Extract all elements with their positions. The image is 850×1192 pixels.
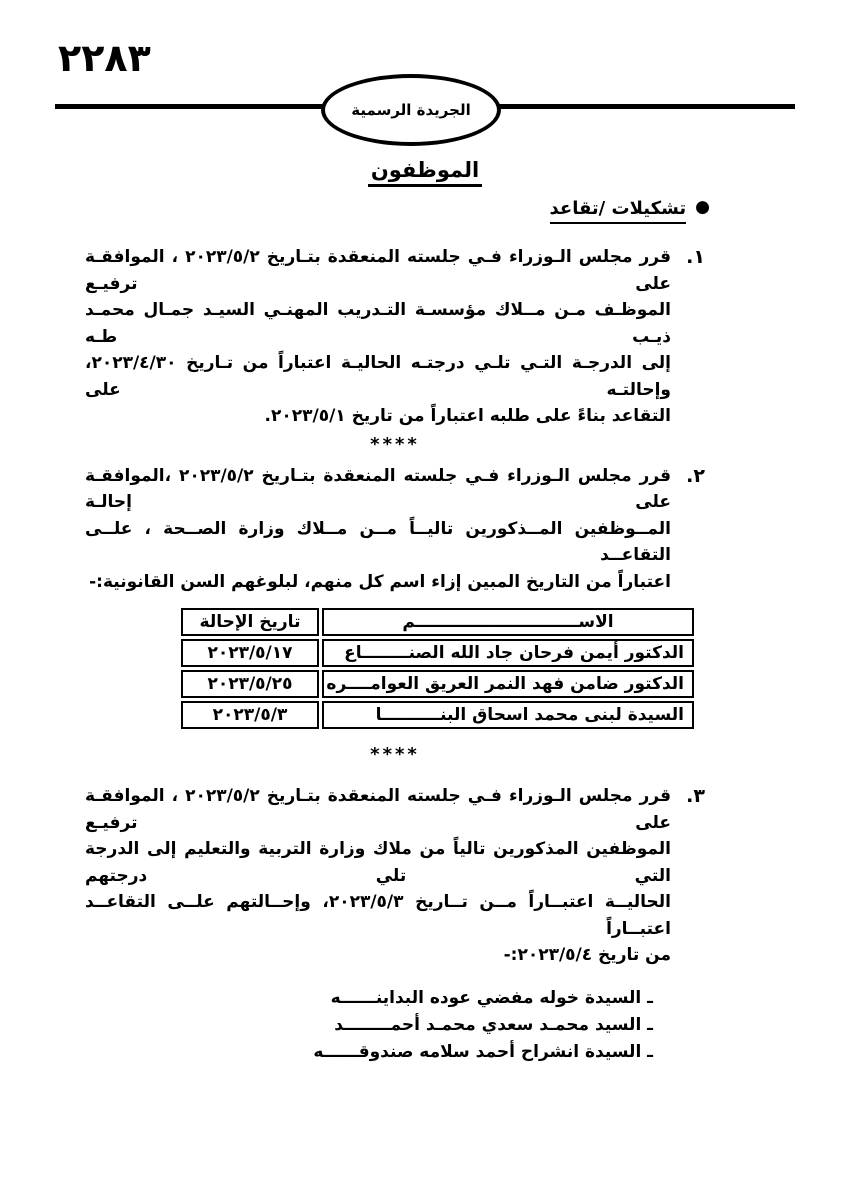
separator-stars: ****: [370, 433, 420, 455]
item-number-2: ٢.: [686, 464, 705, 487]
page-title: الموظفون: [368, 158, 482, 187]
list-item: ـ السيدة خوله مفضي عوده البداينــــــه: [330, 987, 653, 1008]
item-number-3: ٣.: [686, 785, 705, 807]
page-number: ٢٢٨٣: [58, 36, 151, 80]
paragraph-line: التقاعد بناءً على طلبه اعتباراً من تاريخ ٢٠٢٣/٥/١.: [264, 406, 671, 426]
table-cell-date: ٢٠٢٣/٥/٣: [181, 701, 319, 729]
table-cell-date: ٢٠٢٣/٥/١٧: [181, 639, 319, 667]
paragraph-line: قرر مجلس الـوزراء فـي جلسته المنعقدة بتـاريخ ٢٠٢٣/٥/٢ ،الموافقـة على إحالـة: [85, 465, 671, 512]
table-row: [181, 670, 694, 698]
paragraph-line: اعتباراً من التاريخ المبين إزاء اسم كل منهم، لبلوغهم السن القانونية:-: [89, 571, 671, 592]
table-header-date: تاريخ الإحالة: [181, 608, 319, 636]
list-item: ـ السيد محمـد سعدي محمـد أحمــــــــد: [334, 1014, 653, 1035]
table-cell-name: الدكتور ضامن فهد النمر العريق العوامــــره: [322, 670, 694, 698]
paragraph-line: المــوظفين المــذكورين تاليــاً مــن مــلاك وزارة الصــحة ، علــى التقاعــد: [85, 518, 671, 565]
list-item: ـ السيدة انشراح أحمد سلامه صندوقــــــه: [313, 1041, 653, 1062]
paragraph-line: الموظفين المذكورين تالياً من ملاك وزارة التربية والتعليم إلى الدرجة التي تلي درجتهم: [85, 839, 671, 886]
retirement-table-wrap: [0, 605, 697, 732]
item-body-3: [85, 783, 671, 1066]
paragraph-line: قرر مجلس الـوزراء فـي جلسته المنعقدة بتـاريخ ٢٠٢٣/٥/٢ ، الموافقـة على ترفيـع: [85, 247, 672, 294]
table-cell-name: الدكتور أيمن فرحان جاد الله الصنــــــــاع: [322, 639, 694, 667]
table-cell-date: ٢٠٢٣/٥/٢٥: [181, 670, 319, 698]
header-rule: [55, 78, 795, 136]
paragraph-line: الحاليــة اعتبــاراً مــن تــاريخ ٢٠٢٣/٥/٣، وإحــالتهم علــى التقاعــد اعتبــاراً: [85, 892, 671, 939]
bullet-icon: ●: [695, 197, 710, 217]
decree-item-3: [85, 783, 705, 1066]
gazette-name: الجريدة الرسمية: [351, 101, 471, 119]
title-wrap: [0, 158, 850, 187]
paragraph-line: الموظـف مـن مــلاك مؤسسـة التـدريب المهنـي السيـد جمـال محمـد ذيـب طـه: [85, 300, 671, 347]
table-row: [181, 639, 694, 667]
item-number-1: ١.: [686, 246, 705, 268]
decree-item-1: [85, 244, 705, 430]
employee-names-list: [85, 985, 671, 1066]
table-cell-name: السيدة لبنى محمد اسحاق البنــــــــــا: [322, 701, 694, 729]
paragraph-line: قرر مجلس الـوزراء فـي جلسته المنعقدة بتـاريخ ٢٠٢٣/٥/٢ ، الموافقـة على ترفيـع: [85, 786, 672, 833]
table-header-name: الاســــــــــــــــــــــــــــم: [322, 608, 694, 636]
paragraph-line: إلى الدرجـة التـي تلـي درجتـه الحاليـة اعتباراً من تـاريخ ٢٠٢٣/٤/٣٠، وإحالتـه على: [85, 353, 671, 400]
paragraph-line: من تاريخ ٢٠٢٣/٥/٤:-: [503, 945, 671, 965]
section-heading-label: تشكيلات /تقاعد: [550, 198, 687, 224]
separator-stars: ****: [370, 744, 420, 765]
table-row: [181, 701, 694, 729]
table-header-row: [181, 608, 694, 636]
retirement-table: [178, 605, 697, 732]
decree-item-2: [85, 463, 705, 596]
item-body-1: [85, 244, 671, 430]
item-body-2: [85, 463, 671, 596]
section-heading: [0, 197, 710, 224]
gazette-seal-oval: [321, 74, 501, 146]
